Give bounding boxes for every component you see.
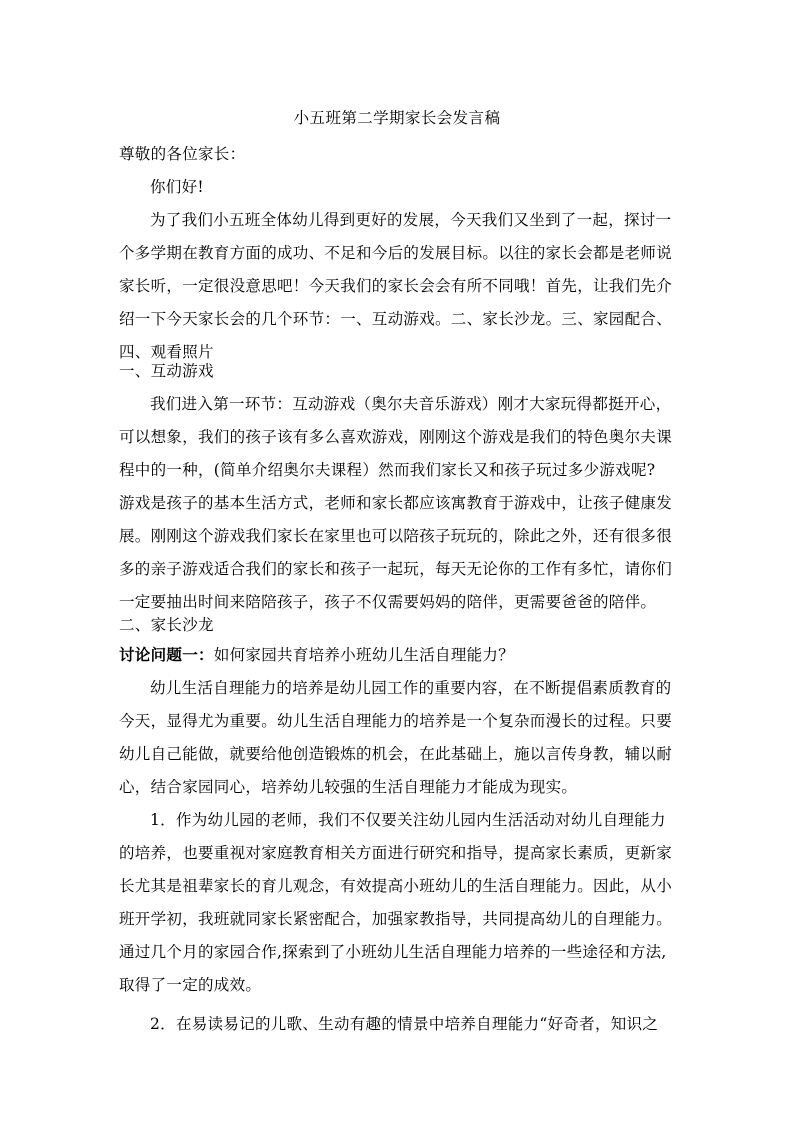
paragraph-line: 长尤其是祖辈家长的育儿观念，有效提高小班幼儿的生活自理能力。因此，从小: [119, 877, 673, 895]
paragraph-line: 一定要抽出时间来陪陪孩子，孩子不仅需要妈妈的陪伴，更需要爸爸的陪伴。: [119, 593, 657, 611]
paragraph-line: 游戏是孩子的基本生活方式，老师和家长都应该寓教育于游戏中，让孩子健康发: [119, 494, 673, 512]
paragraph-line: 我们进入第一环节：互动游戏（奥尔夫音乐游戏）刚才大家玩得都挺开心，: [150, 395, 672, 413]
document-title: 小五班第二学期家长会发言稿: [293, 109, 501, 127]
paragraph-line: 幼儿生活自理能力的培养是幼儿园工作的重要内容，在不断提倡素质教育的: [150, 679, 672, 697]
paragraph-line: 家长听，一定很没意思吧！今天我们的家长会会有所不同哦！首先，让我们先介: [119, 277, 673, 295]
paragraph-line: 2．在易读易记的儿歌、生动有趣的情景中培养自理能力“好奇者，知识之: [150, 1015, 659, 1033]
section-heading: 一、互动游戏: [119, 362, 214, 380]
paragraph-line: 幼儿自己能做，就要给他创造锻炼的机会，在此基础上，施以言传身教，辅以耐: [119, 745, 673, 763]
paragraph-line: 通过几个月的家园合作,探索到了小班幼儿生活自理能力培养的一些途径和方法,: [119, 943, 667, 961]
paragraph-line: 个多学期在教育方面的成功、不足和今后的发展目标。以往的家长会都是老师说: [119, 244, 673, 262]
paragraph-line: 今天，显得尤为重要。幼儿生活自理能力的培养是一个复杂而漫长的过程。只要: [119, 712, 673, 730]
paragraph-line: 取得了一定的成效。: [119, 976, 262, 994]
paragraph-line: 班开学初，我班就同家长紧密配合，加强家教指导，共同提高幼儿的自理能力。: [119, 910, 673, 928]
discussion-label: 讨论问题一：: [119, 645, 214, 664]
paragraph-line: 多的亲子游戏适合我们的家长和孩子一起玩，每天无论你的工作有多忙，请你们: [119, 560, 673, 578]
discussion-question: [119, 643, 514, 667]
paragraph-line: 的培养，也要重视对家庭教育相关方面进行研究和指导，提高家长素质，更新家: [119, 844, 673, 862]
paragraph-line: 四、观看照片: [119, 343, 214, 361]
paragraph-line: 绍一下今天家长会的几个环节：一、互动游戏。二、家长沙龙。三、家园配合、: [119, 310, 673, 328]
paragraph-line: 心，结合家园同心，培养幼儿较强的生活自理能力才能成为现实。: [119, 778, 578, 796]
paragraph-line: 为了我们小五班全体幼儿得到更好的发展，今天我们又坐到了一起，探讨一: [150, 211, 672, 229]
paragraph-line: 展。刚刚这个游戏我们家长在家里也可以陪孩子玩玩的，除此之外，还有很多很: [119, 527, 673, 545]
salutation: 尊敬的各位家长：: [119, 145, 246, 163]
paragraph-line: 可以想象，我们的孩子该有多么喜欢游戏，刚刚这个游戏是我们的特色奥尔夫课: [119, 428, 673, 446]
discussion-text: 如何家园共育培养小班幼儿生活自理能力？: [213, 646, 515, 664]
paragraph-line: 程中的一种，(简单介绍奥尔夫课程）然而我们家长又和孩子玩过多少游戏呢?: [119, 461, 656, 479]
section-heading: 二、家长沙龙: [119, 616, 214, 634]
greeting: 你们好!: [150, 178, 204, 196]
paragraph-line: 1．作为幼儿园的老师，我们不仅要关注幼儿园内生活活动对幼儿自理能力: [150, 811, 666, 829]
